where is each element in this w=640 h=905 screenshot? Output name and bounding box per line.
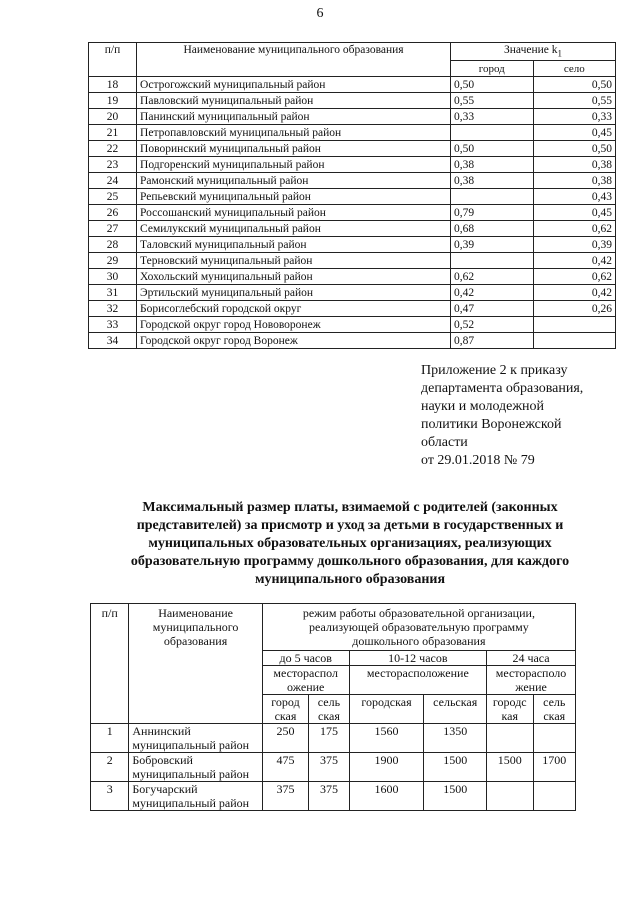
t2-header-m3-village-line: сель: [543, 695, 566, 709]
row-city: 0,42: [451, 285, 534, 301]
t2-cell: 475: [262, 753, 308, 782]
table-row: [89, 125, 616, 141]
heading-line: муниципального образования: [254, 572, 446, 587]
t2-cell: 175: [309, 724, 349, 753]
t2-header-m1-village: [309, 695, 349, 724]
table-row: [91, 753, 576, 782]
table-row: [89, 237, 616, 253]
table-row: [89, 301, 616, 317]
row-num: 27: [89, 221, 137, 237]
t2-cell: [533, 724, 575, 753]
row-city: 0,38: [451, 157, 534, 173]
row-village: [533, 317, 615, 333]
t2-cell: 375: [262, 782, 308, 811]
t2-row-name-line: Бобровский: [132, 753, 193, 767]
row-village: 0,38: [533, 173, 615, 189]
t2-header-loc1: [262, 666, 349, 695]
coefficient-table: [88, 42, 616, 349]
row-city: 0,39: [451, 237, 534, 253]
table-row: [89, 93, 616, 109]
header-value: [451, 43, 616, 61]
appendix-reference: [421, 362, 621, 470]
table-row: [89, 189, 616, 205]
row-num: 23: [89, 157, 137, 173]
t2-row-num: 1: [91, 724, 129, 753]
row-city: [451, 189, 534, 205]
row-city: 0,50: [451, 77, 534, 93]
row-village: 0,38: [533, 157, 615, 173]
t2-header-mode3: 24 часа: [487, 651, 576, 666]
table-row: [89, 205, 616, 221]
t2-header-m3-city-line: городс: [492, 695, 527, 709]
row-village: 0,42: [533, 285, 615, 301]
t2-cell: [533, 782, 575, 811]
heading-line: Максимальный размер платы, взимаемой с родителей (законных: [142, 500, 558, 515]
table-row: [89, 157, 616, 173]
row-num: 30: [89, 269, 137, 285]
row-num: 33: [89, 317, 137, 333]
t2-row-name-line: Аннинский: [132, 724, 191, 738]
row-city: 0,52: [451, 317, 534, 333]
row-name: Поворинский муниципальный район: [137, 141, 451, 157]
row-name: Городской округ город Воронеж: [137, 333, 451, 349]
table-row: [91, 724, 576, 753]
t2-cell: 250: [262, 724, 308, 753]
t2-cell: 1900: [349, 753, 424, 782]
t2-cell: 1500: [424, 782, 487, 811]
row-name: Рамонский муниципальный район: [137, 173, 451, 189]
row-name: Острогожский муниципальный район: [137, 77, 451, 93]
t2-header-mode2: 10-12 часов: [349, 651, 486, 666]
row-name: Панинский муниципальный район: [137, 109, 451, 125]
t2-header-m3-city-line: кая: [501, 709, 519, 723]
t2-header-loc1-line: местораспол: [273, 666, 338, 680]
t2-cell: [487, 724, 533, 753]
row-city: 0,87: [451, 333, 534, 349]
table-row: [89, 141, 616, 157]
row-num: 19: [89, 93, 137, 109]
row-num: 21: [89, 125, 137, 141]
t2-header-m2-city: городская: [349, 695, 424, 724]
t2-header-name-line: муниципального: [152, 620, 239, 634]
t2-row-num: 3: [91, 782, 129, 811]
table-row: [89, 253, 616, 269]
row-city: 0,33: [451, 109, 534, 125]
heading-line: образовательную программу дошкольного образования, для каждого: [130, 554, 570, 569]
t2-header-m1-village-line: сель: [317, 695, 341, 709]
row-name: Городской округ город Нововоронеж: [137, 317, 451, 333]
t2-header-loc3-line: жение: [515, 680, 547, 694]
table-row: [89, 173, 616, 189]
row-num: 18: [89, 77, 137, 93]
document-heading: [100, 499, 600, 589]
row-name: Эртильский муниципальный район: [137, 285, 451, 301]
table-row: [89, 221, 616, 237]
t2-cell: 1700: [533, 753, 575, 782]
t2-header-m2-village: сельская: [424, 695, 487, 724]
t2-header-mode-line: режим работы образовательной организации,: [302, 606, 535, 620]
row-city: [451, 125, 534, 141]
t2-header-num: п/п: [91, 604, 129, 724]
row-village: 0,62: [533, 221, 615, 237]
row-num: 25: [89, 189, 137, 205]
heading-line: муниципальных образовательных организациях, реализующих: [148, 536, 552, 551]
t2-header-m1-city-line: ская: [274, 709, 297, 723]
row-village: 0,62: [533, 269, 615, 285]
header-city: город: [451, 61, 534, 77]
row-num: 20: [89, 109, 137, 125]
row-num: 24: [89, 173, 137, 189]
page-number: 6: [316, 6, 324, 21]
row-village: 0,50: [533, 141, 615, 157]
t2-cell: 1500: [487, 753, 533, 782]
row-city: 0,62: [451, 269, 534, 285]
row-city: 0,55: [451, 93, 534, 109]
row-num: 28: [89, 237, 137, 253]
t2-cell: 1560: [349, 724, 424, 753]
table-row: [89, 109, 616, 125]
t2-header-name-line: образования: [163, 634, 228, 648]
t2-header-loc2: месторасположение: [349, 666, 486, 695]
appendix-line: области: [421, 435, 468, 450]
row-name: Репьевский муниципальный район: [137, 189, 451, 205]
row-name: Семилукский муниципальный район: [137, 221, 451, 237]
t2-header-mode-line: реализующей образовательную программу: [309, 620, 529, 634]
t2-header-loc3: [487, 666, 576, 695]
t2-header-m1-village-line: ская: [318, 709, 340, 723]
table-row: [89, 269, 616, 285]
row-village: 0,50: [533, 77, 615, 93]
t2-cell: [487, 782, 533, 811]
t2-row-name: [129, 782, 262, 811]
appendix-line: Приложение 2 к приказу: [421, 363, 568, 378]
row-num: 31: [89, 285, 137, 301]
row-num: 32: [89, 301, 137, 317]
row-village: 0,39: [533, 237, 615, 253]
table-row: [89, 285, 616, 301]
t2-row-name-line: муниципальный район: [132, 767, 250, 781]
row-city: 0,50: [451, 141, 534, 157]
table-row: [89, 333, 616, 349]
t2-header-name: [129, 604, 262, 724]
t2-cell: 1350: [424, 724, 487, 753]
t2-cell: 1600: [349, 782, 424, 811]
header-num: п/п: [89, 43, 137, 77]
row-village: 0,42: [533, 253, 615, 269]
row-name: Петропавловский муниципальный район: [137, 125, 451, 141]
t2-row-name-line: муниципальный район: [132, 796, 250, 810]
table-row: [89, 77, 616, 93]
appendix-line: департамента образования,: [421, 381, 584, 396]
t2-row-name: [129, 753, 262, 782]
t2-header-name-line: Наименование: [158, 606, 233, 620]
t2-header-mode1: до 5 часов: [262, 651, 349, 666]
row-name: Павловский муниципальный район: [137, 93, 451, 109]
t2-row-name-line: Богучарский: [132, 782, 198, 796]
header-value-sub: 1: [557, 48, 563, 59]
row-village: 0,45: [533, 205, 615, 221]
t2-header-m3-city: [487, 695, 533, 724]
row-num: 29: [89, 253, 137, 269]
row-city: 0,79: [451, 205, 534, 221]
row-num: 34: [89, 333, 137, 349]
row-village: 0,45: [533, 125, 615, 141]
row-village: 0,26: [533, 301, 615, 317]
t2-header-m3-village: [533, 695, 575, 724]
t2-header-mode-line: дошкольного образования: [352, 634, 486, 648]
row-name: Борисоглебский городской округ: [137, 301, 451, 317]
row-city: 0,47: [451, 301, 534, 317]
t2-header-loc1-line: ожение: [287, 680, 325, 694]
fee-table: [90, 603, 576, 811]
t2-header-m1-city-line: город: [271, 695, 300, 709]
row-village: 0,55: [533, 93, 615, 109]
appendix-line: от 29.01.2018 № 79: [421, 453, 535, 468]
heading-line: представителей) за присмотр и уход за детьми в государственных и: [136, 518, 564, 533]
row-name: Россошанский муниципальный район: [137, 205, 451, 221]
t2-cell: 375: [309, 782, 349, 811]
row-city: [451, 253, 534, 269]
header-village: село: [533, 61, 615, 77]
t2-header-m1-city: [262, 695, 308, 724]
row-num: 22: [89, 141, 137, 157]
t2-cell: 375: [309, 753, 349, 782]
row-name: Подгоренский муниципальный район: [137, 157, 451, 173]
appendix-line: политики Воронежской: [421, 417, 562, 432]
t2-header-loc3-line: месторасполо: [495, 666, 567, 680]
t2-row-name-line: муниципальный район: [132, 738, 250, 752]
table-row: [89, 317, 616, 333]
row-name: Таловский муниципальный район: [137, 237, 451, 253]
appendix-line: науки и молодежной: [421, 399, 545, 414]
row-city: 0,38: [451, 173, 534, 189]
row-village: 0,33: [533, 109, 615, 125]
t2-header-mode: [262, 604, 575, 651]
t2-header-m3-village-line: ская: [543, 709, 566, 723]
t2-cell: 1500: [424, 753, 487, 782]
row-name: Хохольский муниципальный район: [137, 269, 451, 285]
header-value-label: Значение k: [504, 44, 558, 56]
table-row: [91, 782, 576, 811]
row-num: 26: [89, 205, 137, 221]
row-village: [533, 333, 615, 349]
t2-row-num: 2: [91, 753, 129, 782]
row-village: 0,43: [533, 189, 615, 205]
row-city: 0,68: [451, 221, 534, 237]
header-name: Наименование муниципального образования: [137, 43, 451, 77]
row-name: Терновский муниципальный район: [137, 253, 451, 269]
t2-row-name: [129, 724, 262, 753]
